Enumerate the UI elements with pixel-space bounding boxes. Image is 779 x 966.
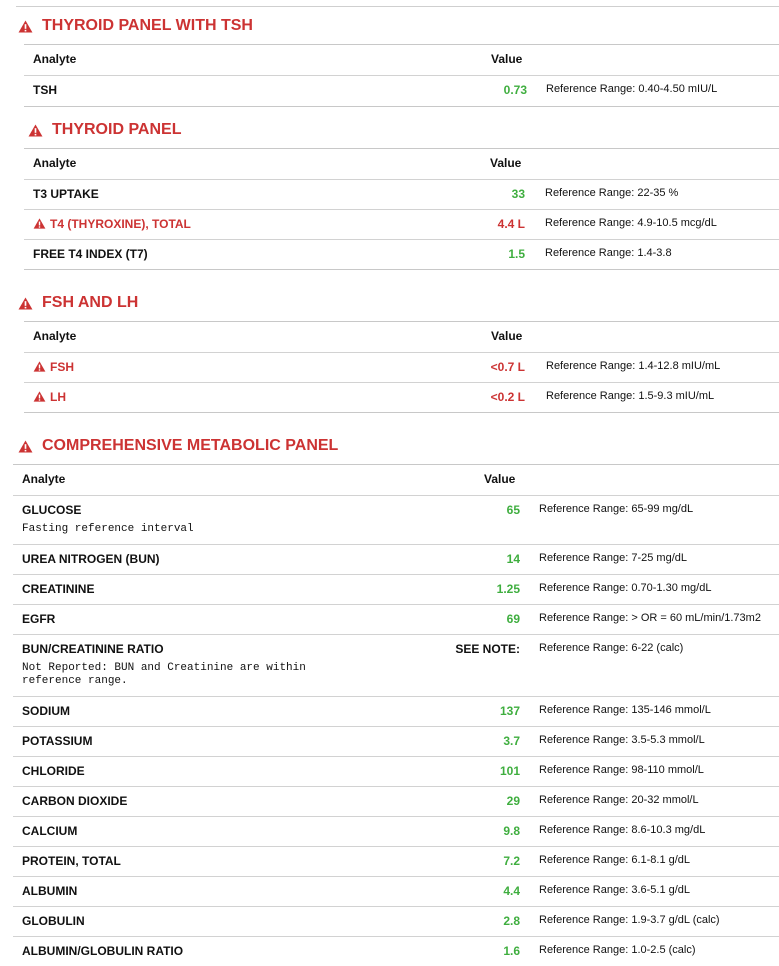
analyte-name: PROTEIN, TOTAL xyxy=(22,854,121,868)
section-title-thyroid-panel xyxy=(28,121,181,139)
analyte-name: POTASSIUM xyxy=(22,734,93,748)
result-value: 1.6 xyxy=(503,944,520,958)
table-row xyxy=(24,75,779,106)
warning-triangle-icon xyxy=(18,20,33,33)
analyte-name: ALBUMIN xyxy=(22,884,78,898)
result-value: 0.73 xyxy=(503,83,527,97)
analyte-name: EGFR xyxy=(22,612,56,626)
reference-range: Reference Range: 3.6-5.1 g/dL xyxy=(539,884,691,896)
analyte-name: T3 UPTAKE xyxy=(33,187,99,201)
value-column-header: Value xyxy=(491,52,523,66)
analyte-name: UREA NITROGEN (BUN) xyxy=(22,552,160,566)
table-header xyxy=(13,465,779,495)
analyte-name-text: T4 (THYROXINE), TOTAL xyxy=(50,217,191,231)
warning-triangle-icon xyxy=(33,361,46,372)
analyte-name-text: LH xyxy=(50,390,66,404)
result-value: 14 xyxy=(506,552,520,566)
reference-range: Reference Range: 7-25 mg/dL xyxy=(539,552,687,564)
table-header xyxy=(24,45,779,75)
table-row xyxy=(13,544,779,574)
analyte-name-text: FSH xyxy=(50,360,74,374)
analyte-name: TSH xyxy=(33,83,57,97)
reference-range: Reference Range: > OR = 60 mL/min/1.73m2 xyxy=(539,612,761,624)
result-value: <0.2 L xyxy=(490,390,525,404)
result-value: 7.2 xyxy=(503,854,520,868)
reference-range: Reference Range: 3.5-5.3 mmol/L xyxy=(539,734,705,746)
result-value: 137 xyxy=(499,704,520,718)
table-row xyxy=(13,696,779,726)
table-row xyxy=(13,495,779,544)
result-value: 2.8 xyxy=(503,914,520,928)
table-row xyxy=(13,906,779,936)
result-value: 4.4 L xyxy=(497,217,525,231)
table-row xyxy=(13,634,779,696)
reference-range: Reference Range: 0.70-1.30 mg/dL xyxy=(539,582,712,594)
section-title-text: THYROID PANEL WITH TSH xyxy=(42,17,253,34)
analyte-name: CREATININE xyxy=(22,582,95,596)
table-row xyxy=(13,876,779,906)
table-row xyxy=(24,179,779,209)
analyte-name: GLUCOSE xyxy=(22,503,82,517)
table-row xyxy=(13,604,779,634)
section-title-fsh-lh xyxy=(18,294,138,312)
table-row-flagged xyxy=(24,209,779,239)
analyte-name: SODIUM xyxy=(22,704,70,718)
result-value: SEE NOTE: xyxy=(455,642,520,656)
reference-range: Reference Range: 0.40-4.50 mIU/L xyxy=(546,83,718,95)
analyte-name: CHLORIDE xyxy=(22,764,85,778)
reference-range: Reference Range: 4.9-10.5 mcg/dL xyxy=(545,217,717,229)
table-row xyxy=(13,846,779,876)
reference-range: Reference Range: 1.9-3.7 g/dL (calc) xyxy=(539,914,720,926)
section-title-text: COMPREHENSIVE METABOLIC PANEL xyxy=(42,437,339,454)
reference-range: Reference Range: 22-35 % xyxy=(545,187,679,199)
table-row-flagged xyxy=(24,382,779,412)
table-row xyxy=(13,726,779,756)
results-table-fsh-lh xyxy=(24,321,779,413)
top-divider xyxy=(16,6,779,7)
reference-range: Reference Range: 135-146 mmol/L xyxy=(539,704,711,716)
reference-range: Reference Range: 1.4-12.8 mIU/mL xyxy=(546,360,721,372)
table-row xyxy=(13,936,779,966)
section-title-text: THYROID PANEL xyxy=(52,121,182,138)
warning-triangle-icon xyxy=(28,124,43,137)
analyte-column-header: Analyte xyxy=(33,329,77,343)
result-value: 69 xyxy=(506,612,520,626)
results-table-cmp xyxy=(13,464,779,966)
result-value: 1.5 xyxy=(508,247,525,261)
table-row xyxy=(13,816,779,846)
reference-range: Reference Range: 1.4-3.8 xyxy=(545,247,672,259)
analyte-name-flagged xyxy=(33,390,66,404)
reference-range: Reference Range: 6.1-8.1 g/dL xyxy=(539,854,691,866)
warning-triangle-icon xyxy=(18,440,33,453)
warning-triangle-icon xyxy=(18,297,33,310)
table-header xyxy=(24,149,779,179)
analyte-column-header: Analyte xyxy=(22,472,66,486)
reference-range: Reference Range: 98-110 mmol/L xyxy=(539,764,704,776)
section-title-thyroid-tsh xyxy=(18,17,253,35)
warning-triangle-icon xyxy=(33,391,46,402)
analyte-name: BUN/CREATININE RATIO xyxy=(22,642,164,656)
result-value: 1.25 xyxy=(496,582,520,596)
results-table-thyroid-panel xyxy=(24,148,779,270)
result-value: 4.4 xyxy=(503,884,520,898)
section-title-cmp xyxy=(18,437,338,455)
analyte-name: CALCIUM xyxy=(22,824,78,838)
reference-range: Reference Range: 65-99 mg/dL xyxy=(539,503,694,515)
result-value: 9.8 xyxy=(503,824,520,838)
results-table-thyroid-tsh xyxy=(24,44,779,107)
analyte-name: FREE T4 INDEX (T7) xyxy=(33,247,148,261)
table-row xyxy=(13,756,779,786)
value-column-header: Value xyxy=(484,472,516,486)
result-value: 101 xyxy=(499,764,520,778)
analyte-name: ALBUMIN/GLOBULIN RATIO xyxy=(22,944,184,958)
analyte-name: CARBON DIOXIDE xyxy=(22,794,128,808)
table-row xyxy=(24,239,779,269)
value-column-header: Value xyxy=(491,329,523,343)
analyte-name-flagged xyxy=(33,217,191,231)
table-header xyxy=(24,322,779,352)
result-comment: Fasting reference interval xyxy=(22,523,194,535)
reference-range: Reference Range: 20-32 mmol/L xyxy=(539,794,699,806)
analyte-column-header: Analyte xyxy=(33,156,77,170)
table-row xyxy=(13,786,779,816)
reference-range: Reference Range: 8.6-10.3 mg/dL xyxy=(539,824,706,836)
reference-range: Reference Range: 1.0-2.5 (calc) xyxy=(539,944,696,956)
result-value: <0.7 L xyxy=(490,360,525,374)
result-value: 3.7 xyxy=(503,734,520,748)
table-row-flagged xyxy=(24,352,779,382)
analyte-name: GLOBULIN xyxy=(22,914,85,928)
result-value: 65 xyxy=(506,503,520,517)
analyte-name-flagged xyxy=(33,360,74,374)
result-value: 29 xyxy=(506,794,520,808)
analyte-column-header: Analyte xyxy=(33,52,77,66)
result-comment: Not Reported: BUN and Creatinine are within reference range. xyxy=(22,662,306,687)
result-value: 33 xyxy=(511,187,525,201)
section-title-text: FSH AND LH xyxy=(42,294,139,311)
reference-range: Reference Range: 1.5-9.3 mIU/mL xyxy=(546,390,715,402)
value-column-header: Value xyxy=(490,156,522,170)
table-row xyxy=(13,574,779,604)
reference-range: Reference Range: 6-22 (calc) xyxy=(539,642,684,654)
warning-triangle-icon xyxy=(33,218,46,229)
